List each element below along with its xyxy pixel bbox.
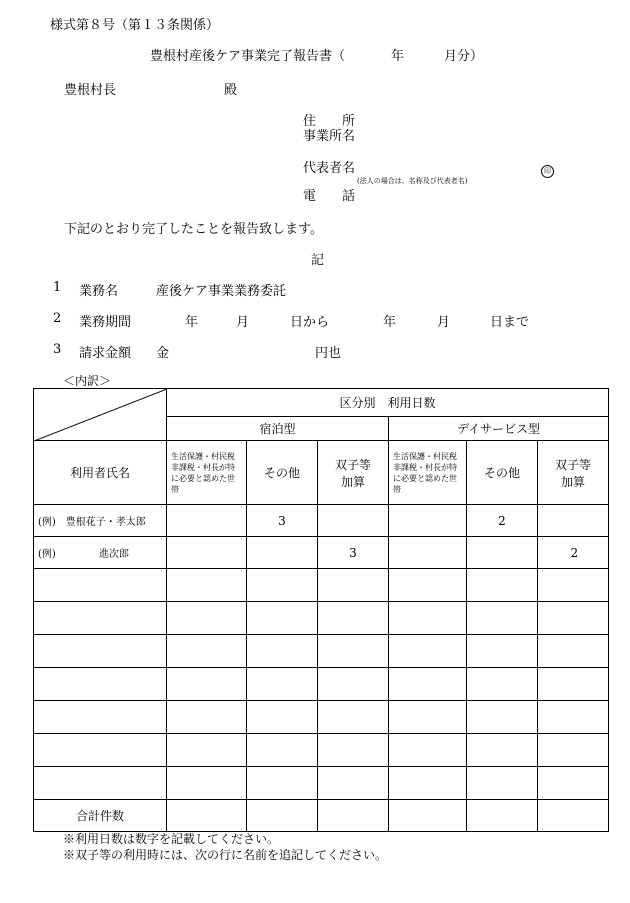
total-cell[interactable] [389,800,467,832]
table-cell[interactable] [247,537,318,569]
table-cell[interactable] [318,505,389,537]
total-cell[interactable] [538,800,609,832]
table-cell[interactable] [538,767,609,800]
table-cell[interactable] [247,602,318,635]
addressee-honorific: 殿 [224,83,238,98]
name-cell[interactable] [34,635,167,668]
total-cell[interactable] [167,800,247,832]
table-cell[interactable] [467,537,538,569]
stay-type-header: 宿泊型 [167,417,389,441]
table-row [34,767,609,800]
item2-number: 2 [53,311,62,326]
item2-from-year: 年 [185,315,199,330]
table-cell[interactable] [247,569,318,602]
example1-stay-other[interactable]: 3 [247,505,318,537]
day-service-type-header: デイサービス型 [389,417,609,441]
table-cell[interactable] [467,635,538,668]
total-cell[interactable] [247,800,318,832]
table-cell[interactable] [467,701,538,734]
example2-name: 進次郎 [99,549,129,560]
table-cell[interactable] [389,701,467,734]
table-cell[interactable] [318,635,389,668]
addressee-name: 豊根村長 [64,83,117,98]
breakdown-table [33,388,609,832]
item1-value: 産後ケア事業業務委託 [156,284,287,299]
table-row [34,668,609,701]
corporation-note: (法人の場合は、名称及び代表者名) [357,177,468,185]
table-cell[interactable] [247,734,318,767]
name-cell[interactable] [34,734,167,767]
example1-day-other[interactable]: 2 [467,505,538,537]
stay-twins-header: 双子等加算 [318,441,389,505]
day-other-header: その他 [467,441,538,505]
stay-other-header: その他 [247,441,318,505]
address-label: 住 所 [303,114,356,129]
table-cell[interactable] [467,767,538,800]
table-cell[interactable] [167,569,247,602]
table-row [34,701,609,734]
report-title-month: 月分） [444,49,484,64]
table-row [34,602,609,635]
table-cell[interactable] [318,668,389,701]
table-cell[interactable] [318,767,389,800]
note-1: ※利用日数は数字を記載してください。 [63,832,280,846]
table-cell[interactable] [389,635,467,668]
table-cell[interactable] [167,537,247,569]
table-cell[interactable] [538,734,609,767]
item3-yen: 円也 [315,346,342,361]
table-row [34,734,609,767]
table-cell[interactable] [318,602,389,635]
item2-to-day: 日まで [490,315,530,330]
group-header: 区分別 利用日数 [167,389,609,417]
table-cell[interactable] [247,767,318,800]
table-cell[interactable] [167,701,247,734]
item2-label: 業務期間 [79,315,132,330]
table-cell[interactable] [538,701,609,734]
table-cell[interactable] [318,701,389,734]
name-cell[interactable] [34,701,167,734]
example2-day-twins[interactable]: 2 [538,537,609,569]
table-cell[interactable] [167,505,247,537]
table-cell[interactable] [167,668,247,701]
breakdown-label: ＜内訳＞ [63,374,112,388]
item3-kin: 金 [156,346,170,361]
example2-stay-twins[interactable]: 3 [318,537,389,569]
item2-from-month: 月 [236,315,250,330]
form-number: 様式第８号（第１３条関係） [50,18,220,33]
table-cell[interactable] [389,734,467,767]
table-cell[interactable] [247,668,318,701]
example2-prefix: (例) [38,549,56,560]
total-cell[interactable] [318,800,389,832]
table-cell[interactable] [467,734,538,767]
report-title-prefix: 豊根村産後ケア事業完了報告書（ [150,49,346,64]
stay-welfare-header [167,441,247,505]
representative-label: 代表者名 [303,161,356,176]
table-cell[interactable] [167,767,247,800]
table-cell[interactable] [538,505,609,537]
seal-mark [541,158,554,178]
table-cell[interactable] [538,635,609,668]
table-cell[interactable] [538,602,609,635]
day-welfare-label: 生活保護・村民税非課税・村長が特に必要と認めた世帯 [393,451,457,494]
seal-icon: 印 [541,165,554,178]
office-name-label: 事業所名 [303,129,356,144]
table-cell[interactable] [167,734,247,767]
table-cell[interactable] [389,767,467,800]
table-cell[interactable] [467,668,538,701]
name-cell[interactable] [34,602,167,635]
table-cell[interactable] [389,505,467,537]
table-cell[interactable] [467,602,538,635]
note-2: ※双子等の利用時には、次の行に名前を追記してください。 [63,848,388,862]
name-cell[interactable] [34,767,167,800]
total-count-label: 合計件数 [34,800,167,832]
table-cell[interactable] [389,602,467,635]
total-cell[interactable] [467,800,538,832]
diagonal-corner-cell [34,389,167,441]
table-cell[interactable] [538,569,609,602]
item1-label: 業務名 [79,284,119,299]
name-cell[interactable] [34,569,167,602]
diagonal-line-icon [34,389,167,441]
table-cell[interactable] [318,569,389,602]
item3-number: 3 [53,342,62,357]
example1-name: (例) 豊根花子・孝太郎 [34,505,167,537]
table-cell[interactable] [167,602,247,635]
table-cell[interactable] [389,537,467,569]
name-cell[interactable] [34,668,167,701]
table-row [34,569,609,602]
table-cell[interactable] [389,569,467,602]
day-twins-header: 双子等加算 [538,441,609,505]
item1-number: 1 [53,280,62,295]
table-cell[interactable] [247,701,318,734]
table-cell[interactable] [538,668,609,701]
stay-welfare-label: 生活保護・村民税非課税・村長が特に必要と認めた世帯 [171,451,235,494]
table-cell[interactable] [389,668,467,701]
table-cell[interactable] [318,734,389,767]
user-name-header: 利用者氏名 [34,441,167,505]
intro-text: 下記のとおり完了したことを報告致します。 [64,222,323,237]
table-row [34,635,609,668]
ki-heading: 記 [311,253,325,268]
table-cell[interactable] [167,635,247,668]
table-cell[interactable] [247,635,318,668]
report-title-year: 年 [391,49,405,64]
example2-name-cell [34,537,167,569]
table-cell[interactable] [467,569,538,602]
day-welfare-header [389,441,467,505]
item2-to-month: 月 [437,315,451,330]
item2-to-year: 年 [383,315,397,330]
item2-from-day: 日から [290,315,330,330]
item3-label: 請求金額 [79,346,132,361]
phone-label: 電 話 [303,189,356,204]
